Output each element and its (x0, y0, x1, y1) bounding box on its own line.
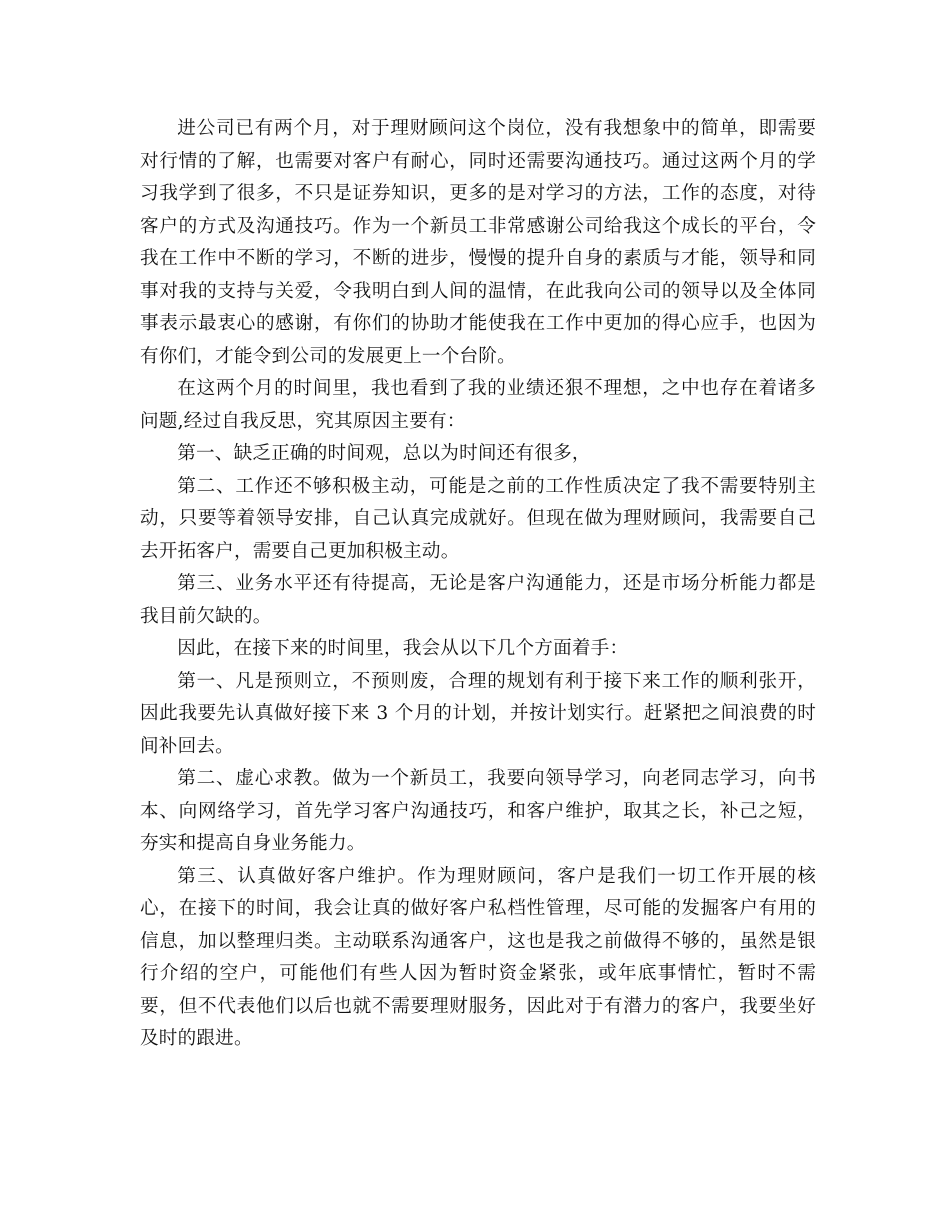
paragraph: 第一、缺乏正确的时间观，总以为时间还有很多， (177, 443, 591, 464)
paragraph: 第三、认真做好客户维护。作为理财顾问，客户是我们一切工作开展的核心，在接下的时间，我会让真的做好客户私档性管理，尽可能的发掘客户有用的信息，加以整理归类。主动联系沟通客户，这也是我之前做得不够的，虽然是银行介绍的空户，可能他们有些人因为暂时资金紧张，或年底事情忙，暂时不需要，但不代表他们以后也就不需要理财服务，因此对于有潜力的客户，我要坐好及时的跟进。 (140, 865, 816, 1049)
paragraph: 第二、虚心求教。做为一个新员工，我要向领导学习，向老同志学习，向书本、向网络学习，首先学习客户沟通技巧，和客户维护，取其之长，补己之短，夯实和提高自身业务能力。 (140, 768, 816, 854)
paragraph: 第二、工作还不够积极主动，可能是之前的工作性质决定了我不需要特别主动，只要等着领导安排，自己认真完成就好。但现在做为理财顾问，我需要自己去开拓客户，需要自己更加积极主动。 (140, 475, 816, 562)
paragraph: 因此，在接下来的时间里，我会从以下几个方面着手： (177, 638, 629, 659)
paragraph: 第三、业务水平还有待提高，无论是客户沟通能力，还是市场分析能力都是我目前欠缺的。 (140, 573, 816, 627)
document-body (140, 113, 816, 1056)
paragraph: 进公司已有两个月，对于理财顾问这个岗位，没有我想象中的简单，即需要对行情的了解，也需要对客户有耐心，同时还需要沟通技巧。通过这两个月的学习我学到了很多，不只是证券知识，更多的是对学习的方法，工作的态度，对待客户的方式及沟通技巧。作为一个新员工非常感谢公司给我这个成长的平台，令我在工作中不断的学习，不断的进步，慢慢的提升自身的素质与才能，领导和同事对我的支持与关爱，令我明白到人间的温情，在此我向公司的领导以及全体同事表示最衷心的感谢，有你们的协助才能使我在工作中更加的得心应手，也因为有你们，才能令到公司的发展更上一个台阶。 (140, 118, 816, 367)
paragraph: 在这两个月的时间里，我也看到了我的业绩还狠不理想，之中也存在着诸多问题,经过自我反思，究其原因主要有： (140, 378, 816, 432)
paragraph: 第一、凡是预则立，不预则废，合理的规划有利于接下来工作的顺利张开，因此我要先认真做好接下来 3 个月的计划，并按计划实行。赶紧把之间浪费的时间补回去。 (140, 670, 816, 757)
